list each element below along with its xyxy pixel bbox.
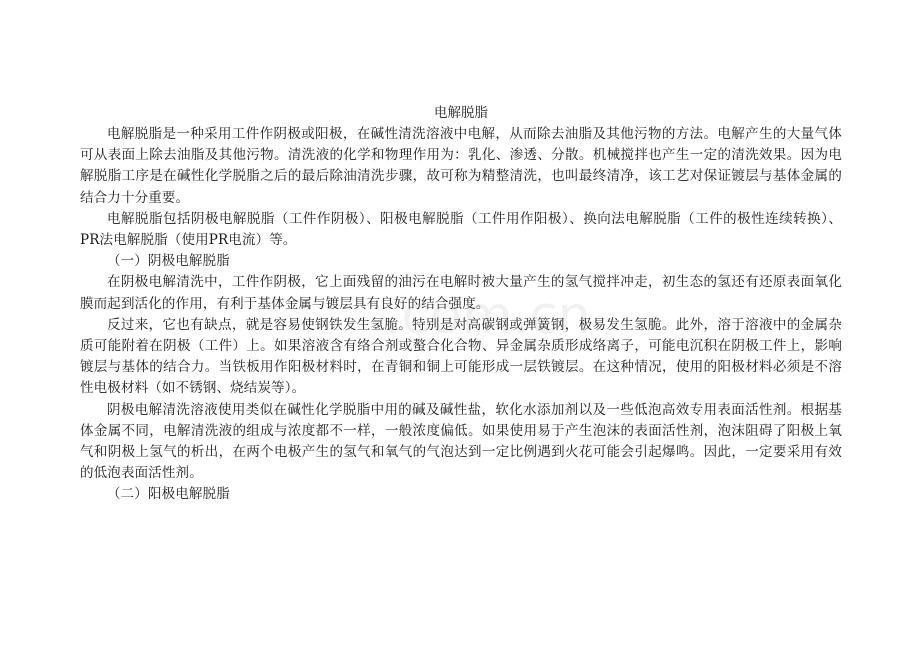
document-title: 电解脱脂 [434,105,488,121]
section-heading-cathodic: （一）阴极电解脱脂 [107,253,230,270]
paragraph-cathodic-process: 在阴极电解清洗中，工件作阴极，它上面残留的油污在电解时被大量产生的氢气搅拌冲走，初生态的氢还有还原表面氧化膜而起到活化的作用，有利于基体金属与镀层具有良好的结合强度。 [80,274,842,312]
document-page [80,102,842,506]
watermark: .com.cn [385,286,591,346]
paragraph-cathodic-solution: 阴极电解清洗溶液使用类似在碱性化学脱脂中用的碱及碱性盐，软化水添加剂以及一些低泡高效专用表面活性剂。根据基体金属不同，电解清洗液的组成与浓度都不一样，一般浓度偏低。如果使用易于产生泡沫的表面活性剂，泡沫阻碍了阳极上氧气和阴极上氢气的析出，在两个电极产生的氢气和氧气的气泡达到一定比例遇到火花可能会引起爆鸣。因此，一定要采用有效的低泡表面活性剂。 [80,401,842,482]
paragraph-intro: 电解脱脂是一种采用工件作阴极或阳极，在碱性清洗溶液中电解，从而除去油脂及其他污物的方法。电解产生的大量气体可从表面上除去油脂及其他污物。清洗液的化学和物理作用为：乳化、渗透、分散。机械搅拌也产生一定的清洗效果。因为电解脱脂工序是在碱性化学脱脂之后的最后除油清洗步骤，故可称为精整清洗，也叫最终清净，该工艺对保证镀层与基体金属的结合力十分重要。 [80,126,842,206]
section-heading-anodic: （二）阳极电解脱脂 [107,486,230,503]
paragraph-types: 电解脱脂包括阴极电解脱脂（工件作阴极）、阳极电解脱脂（工件用作阳极）、换向法电解脱脂（工件的极性连续转换）、PR法电解脱脂（使用PR电流）等。 [80,210,842,249]
paragraph-cathodic-drawbacks: 反过来，它也有缺点，就是容易使钢铁发生氢脆。特别是对高碳钢或弹簧钢，极易发生氢脆。此外，溶于溶液中的金属杂质可能附着在阴极（工件）上。如果溶液含有络合剂或螯合化合物、异金属杂质形成络离子，可能电沉积在阴极工件上，影响镀层与基体的结合力。当铁板用作阳极材料时，在青铜和铜上可能形成一层铁镀层。在这种情况，使用的阳极材料必须是不溶性电极材料（如不锈钢、烧结炭等）。 [80,316,842,397]
